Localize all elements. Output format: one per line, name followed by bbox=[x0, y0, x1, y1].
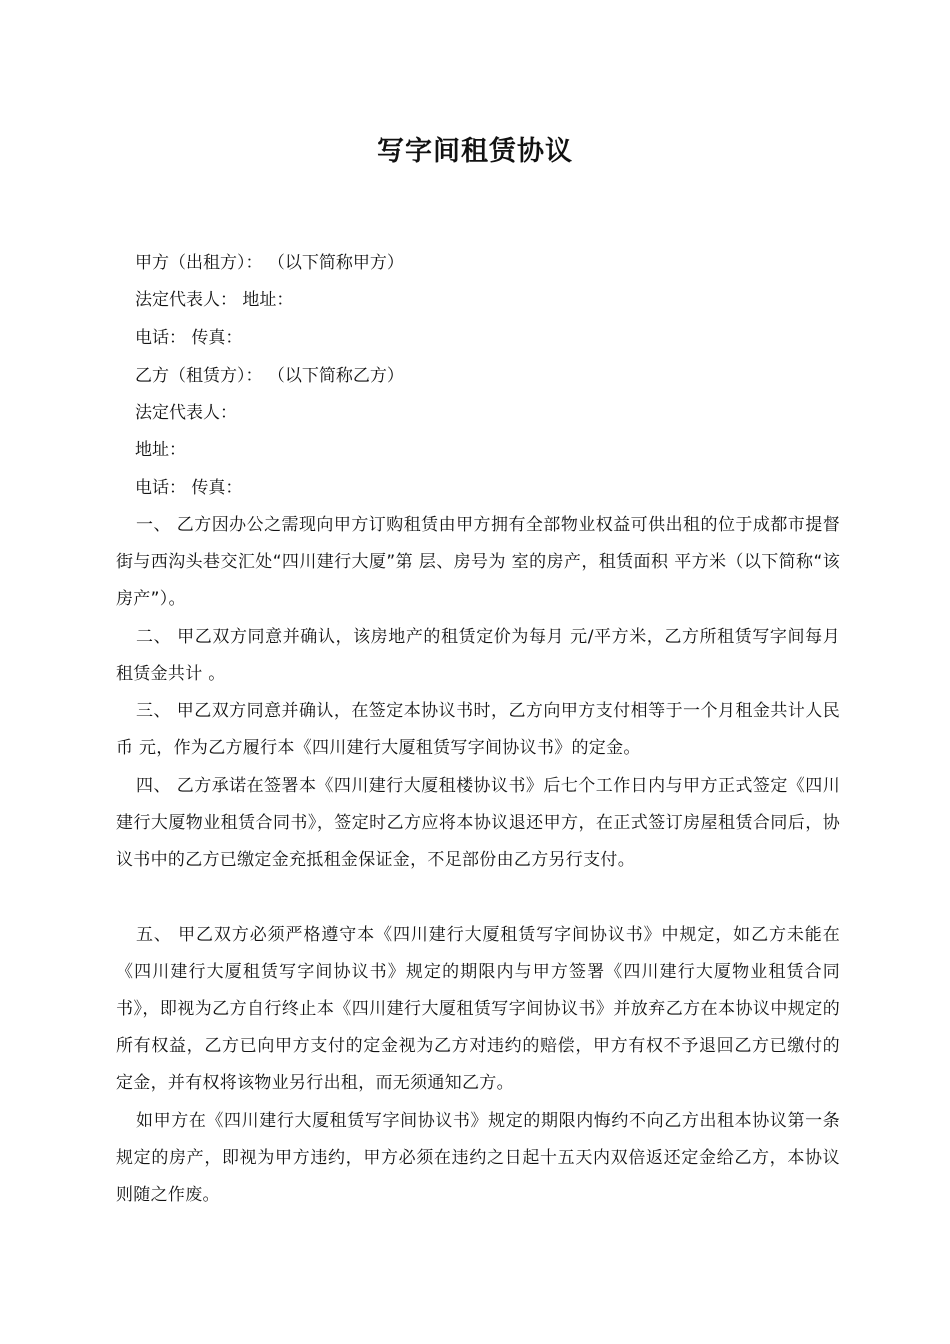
lessor-phone-fax-line: 电话： 传真： bbox=[135, 328, 243, 348]
lessee-address-line: 地址： bbox=[135, 440, 186, 460]
lessor-line: 甲方（出租方）： （以下简称甲方） bbox=[135, 253, 404, 273]
lessee-line: 乙方（租赁方）： （以下简称乙方） bbox=[135, 366, 404, 386]
clause-2: 二、 甲乙双方同意并确认，该房地产的租赁定价为每月 元/平方米，乙方所租赁写字间每月租赁金共计 。 bbox=[116, 627, 840, 684]
lessor-representative-address-line: 法定代表人： 地址： bbox=[135, 290, 294, 310]
clause-3: 三、 甲乙双方同意并确认，在签定本协议书时，乙方向甲方支付相等于一个月租金共计人民币 元，作为乙方履行本《四川建行大厦租赁写字间协议书》的定金。 bbox=[116, 701, 840, 758]
clause-4: 四、 乙方承诺在签署本《四川建行大厦租楼协议书》后七个工作日内与甲方正式签定《四川建行大厦物业租赁合同书》，签定时乙方应将本协议退还甲方，在正式签订房屋租赁合同后，协议书中的乙方已缴定金充抵租金保证金，不足部份由乙方另行支付。 bbox=[116, 776, 840, 870]
clause-5-supplement: 如甲方在《四川建行大厦租赁写字间协议书》规定的期限内悔约不向乙方出租本协议第一条规定的房产，即视为甲方违约，甲方必须在违约之日起十五天内双倍返还定金给乙方，本协议则随之作废。 bbox=[116, 1111, 840, 1205]
lessee-phone-fax-line: 电话： 传真： bbox=[135, 478, 243, 498]
document-title: 写字间租赁协议 bbox=[377, 136, 573, 167]
clause-1: 一、 乙方因办公之需现向甲方订购租赁由甲方拥有全部物业权益可供出租的位于成都市提督街与西沟头巷交汇处“四川建行大厦”第 层、房号为 室的房产，租赁面积 平方米（以下简称“该房产”）。 bbox=[116, 515, 840, 609]
lessee-representative-line: 法定代表人： bbox=[135, 403, 237, 423]
clause-5: 五、 甲乙双方必须严格遵守本《四川建行大厦租赁写字间协议书》中规定，如乙方未能在《四川建行大厦租赁写字间协议书》规定的期限内与甲方签署《四川建行大厦物业租赁合同书》，即视为乙方自行终止本《四川建行大厦租赁写字间协议书》并放弃乙方在本协议中规定的所有权益，乙方已向甲方支付的定金视为乙方对违约的赔偿，甲方有权不予退回乙方已缴付的定金，并有权将该物业另行出租，而无须通知乙方。 bbox=[116, 925, 840, 1093]
